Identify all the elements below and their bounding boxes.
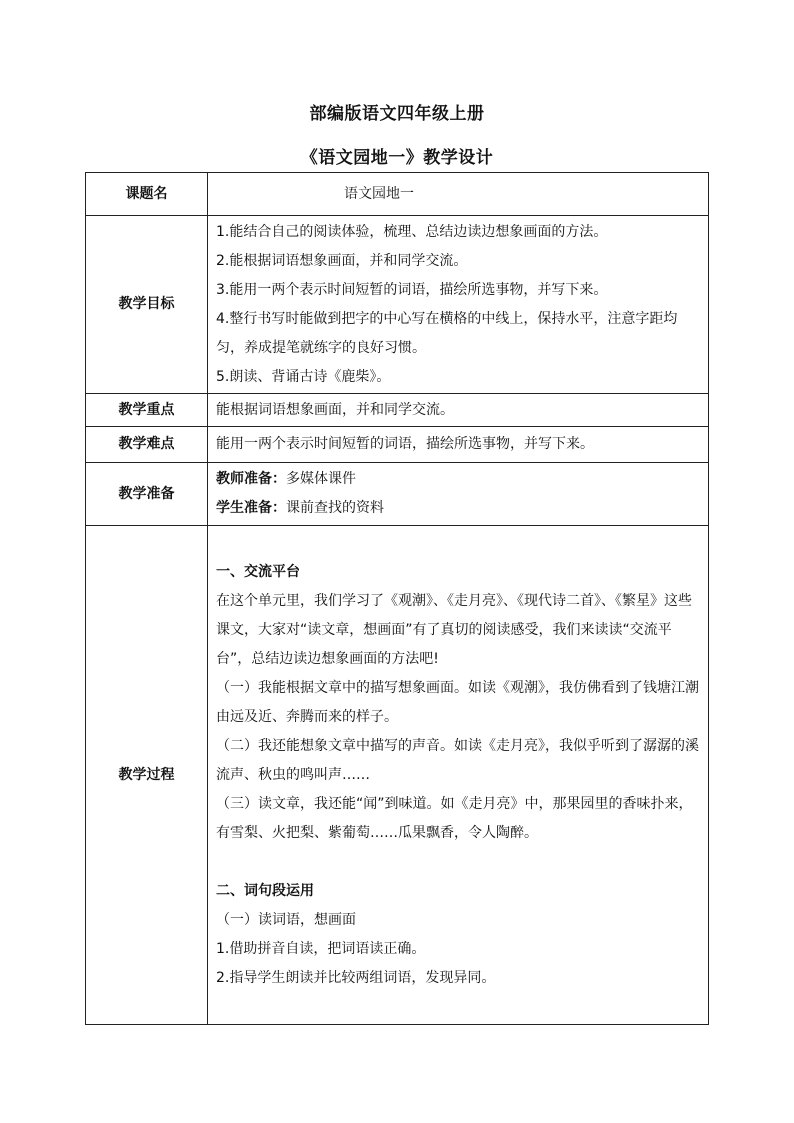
process-paragraph: 在这个单元里，我们学习了《观潮》、《走月亮》、《现代诗二首》、《繁星》这些课文，大家对“读文章，想画面”有了真切的阅读感受，我们来读读“交流平台”，总结边读边想象画面的方法吧! bbox=[216, 592, 692, 667]
process-paragraph: （一）读词语，想画面 bbox=[216, 911, 356, 928]
document-subtitle: 《语文园地一》教学设计 bbox=[300, 148, 494, 168]
student-preparation-label: 学生准备： bbox=[216, 500, 286, 516]
objectives-label: 教学目标 bbox=[86, 216, 208, 394]
teacher-preparation bbox=[216, 465, 700, 494]
teacher-preparation-value: 多媒体课件 bbox=[286, 471, 356, 487]
key-points-label: 教学重点 bbox=[86, 394, 208, 427]
process-paragraph: （三）读文章，我还能“闻”到味道。如《走月亮》中，那果园里的香味扑来，有雪梨、火把梨、紫葡萄……瓜果飘香，令人陶醉。 bbox=[216, 795, 693, 841]
difficulties-row bbox=[86, 427, 709, 463]
topic-label: 课题名 bbox=[86, 173, 208, 216]
objectives-row bbox=[86, 216, 709, 394]
student-preparation-value: 课前查找的资料 bbox=[286, 500, 384, 516]
difficulties-value: 能用一两个表示时间短暂的词语，描绘所选事物，并写下来。 bbox=[208, 427, 709, 463]
process-cell bbox=[208, 526, 709, 1025]
process-paragraph: （二）我还能想象文章中描写的声音。如读《走月亮》，我似乎听到了潺潺的溪流声、秋虫的鸣叫声…… bbox=[216, 737, 699, 783]
section1-heading: 一、交流平台 bbox=[216, 563, 300, 580]
objective-item: 5.朗读、背诵古诗《鹿柴》。 bbox=[216, 368, 391, 385]
objective-item: 4.整行书写时能做到把字的中心写在横格的中线上，保持水平，注意字距均匀，养成提笔就练字的良好习惯。 bbox=[216, 310, 678, 356]
preparation-label: 教学准备 bbox=[86, 463, 208, 526]
teacher-preparation-label: 教师准备： bbox=[216, 471, 286, 487]
process-paragraph: 2.指导学生朗读并比较两组词语，发现异同。 bbox=[216, 969, 496, 986]
objective-item: 1.能结合自己的阅读体验，梳理、总结边读边想象画面的方法。 bbox=[216, 223, 608, 240]
process-paragraph: （一）我能根据文章中的描写想象画面。如读《观潮》，我仿佛看到了钱塘江潮由远及近、奔腾而来的样子。 bbox=[216, 679, 699, 725]
objective-item: 3.能用一两个表示时间短暂的词语，描绘所选事物，并写下来。 bbox=[216, 281, 608, 298]
topic-value: 语文园地一 bbox=[344, 185, 414, 202]
process-paragraph: 1.借助拼音自读，把词语读正确。 bbox=[216, 940, 426, 957]
objectives-cell bbox=[208, 216, 709, 394]
preparation-cell bbox=[208, 463, 709, 526]
section2-heading: 二、词句段运用 bbox=[216, 882, 314, 899]
preparation-row bbox=[86, 463, 709, 526]
lesson-plan-table bbox=[85, 172, 709, 1025]
topic-row bbox=[86, 173, 709, 216]
process-label: 教学过程 bbox=[86, 526, 208, 1025]
process-row bbox=[86, 526, 709, 1025]
key-points-value: 能根据词语想象画面，并和同学交流。 bbox=[208, 394, 709, 427]
student-preparation bbox=[216, 494, 700, 523]
objective-item: 2.能根据词语想象画面，并和同学交流。 bbox=[216, 252, 468, 269]
key-points-row bbox=[86, 394, 709, 427]
topic-cell bbox=[208, 173, 709, 216]
document-title: 部编版语文四年级上册 bbox=[309, 104, 485, 124]
difficulties-label: 教学难点 bbox=[86, 427, 208, 463]
paragraph-spacer bbox=[216, 848, 700, 877]
